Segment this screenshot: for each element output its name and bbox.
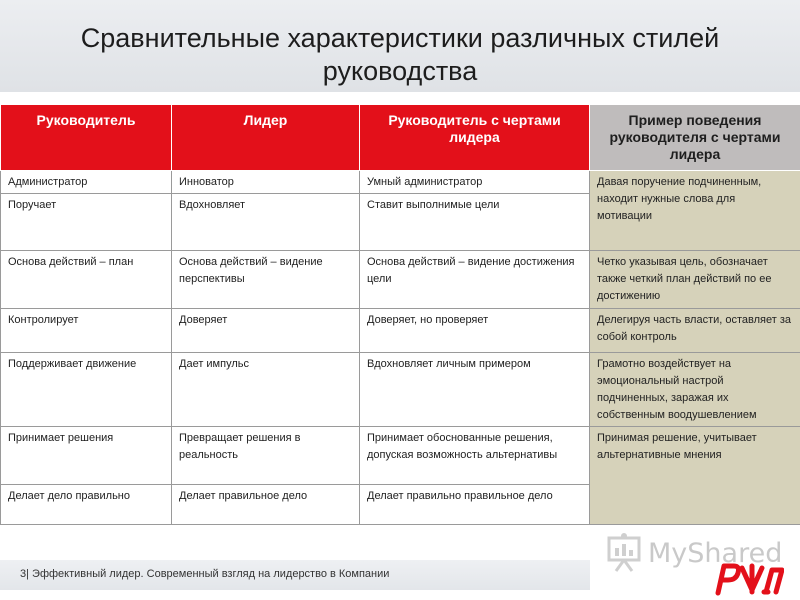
comparison-table bbox=[0, 104, 800, 525]
header-leader: Лидер bbox=[172, 105, 360, 171]
table-cell: Ставит выполнимые цели bbox=[360, 194, 590, 251]
table-cell: Умный администратор bbox=[360, 171, 590, 194]
table-row bbox=[1, 251, 800, 309]
table-cell: Поручает bbox=[1, 194, 172, 251]
example-cell: Грамотно воздействует на эмоциональный настрой подчиненных, заражая их собственным воодушевлением bbox=[590, 353, 800, 427]
table-cell: Доверяет bbox=[172, 309, 360, 353]
footer-text: 3| Эффективный лидер. Современный взгляд на лидерство в Компании bbox=[20, 568, 390, 580]
table-cell: Принимает решения bbox=[1, 427, 172, 485]
table-row bbox=[1, 309, 800, 353]
example-cell: Давая поручение подчиненным, находит нужные слова для мотивации bbox=[590, 171, 800, 251]
table-cell: Основа действий – видение перспективы bbox=[172, 251, 360, 309]
example-cell: Делегируя часть власти, оставляет за собой контроль bbox=[590, 309, 800, 353]
table-cell: Принимает обоснованные решения, допуская возможность альтернативы bbox=[360, 427, 590, 485]
footer-band bbox=[0, 560, 590, 590]
table-cell: Контролирует bbox=[1, 309, 172, 353]
slide-title bbox=[0, 22, 800, 88]
example-cell: Четко указывая цель, обозначает также четкий план действий по ее достижению bbox=[590, 251, 800, 309]
header-example: Пример поведения руководителя с чертами лидера bbox=[590, 105, 800, 171]
table-row bbox=[1, 171, 800, 194]
table-row bbox=[1, 427, 800, 485]
table-cell: Доверяет, но проверяет bbox=[360, 309, 590, 353]
table-cell: Делает правильное дело bbox=[172, 485, 360, 525]
table-cell: Поддерживает движение bbox=[1, 353, 172, 427]
table-cell: Вдохновляет личным примером bbox=[360, 353, 590, 427]
table-header-row bbox=[1, 105, 800, 171]
header-manager-leader: Руководитель с чертами лидера bbox=[360, 105, 590, 171]
table-cell: Делает дело правильно bbox=[1, 485, 172, 525]
table-cell: Дает импульс bbox=[172, 353, 360, 427]
table-cell: Основа действий – видение достижения цели bbox=[360, 251, 590, 309]
table-cell: Превращает решения в реальность bbox=[172, 427, 360, 485]
table-row bbox=[1, 353, 800, 427]
slide-title-line2: руководства bbox=[322, 56, 478, 86]
table-cell: Делает правильно правильное дело bbox=[360, 485, 590, 525]
slide-title-line1: Сравнительные характеристики различных стилей bbox=[80, 23, 720, 53]
example-cell: Принимая решение, учитывает альтернативные мнения bbox=[590, 427, 800, 525]
table-cell: Основа действий – план bbox=[1, 251, 172, 309]
rzd-logo bbox=[712, 560, 784, 596]
table-cell: Вдохновляет bbox=[172, 194, 360, 251]
myshared-text: MyShared bbox=[648, 538, 783, 569]
header-manager: Руководитель bbox=[1, 105, 172, 171]
table-cell: Администратор bbox=[1, 171, 172, 194]
table-cell: Инноватор bbox=[172, 171, 360, 194]
presentation-board-icon bbox=[606, 532, 644, 572]
